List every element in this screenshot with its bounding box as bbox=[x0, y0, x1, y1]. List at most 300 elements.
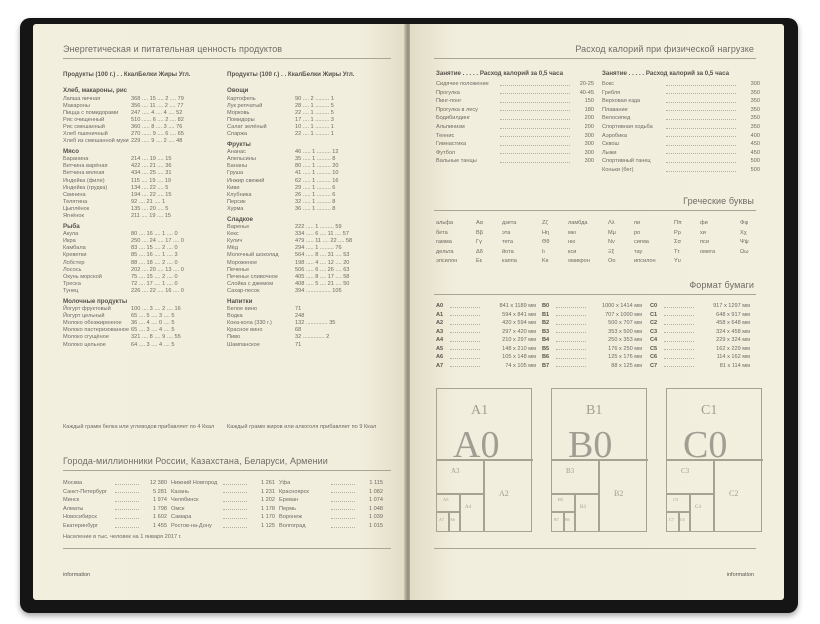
leader-dots bbox=[331, 527, 355, 528]
food-values: 422 .... 21 .... 36 bbox=[131, 163, 172, 170]
leader-dots bbox=[500, 85, 570, 86]
bottom-rule bbox=[63, 548, 391, 549]
food-row bbox=[227, 199, 387, 206]
leader-dots bbox=[500, 128, 570, 129]
food-header-col1: Продукты (100 г.) . . КкалБелки Жиры Угл. bbox=[63, 71, 191, 78]
paper-format: A6 bbox=[436, 354, 444, 360]
paper-frame bbox=[436, 388, 532, 532]
food-name: Молоко цельное bbox=[63, 341, 106, 348]
leader-dots bbox=[331, 492, 355, 493]
food-row bbox=[63, 163, 223, 170]
food-values: 434 .... 25 .... 31 bbox=[131, 170, 172, 177]
leader-dots bbox=[500, 93, 570, 94]
activity-calories: 300 bbox=[584, 158, 594, 165]
food-name: Камбала bbox=[63, 245, 86, 252]
city-name: Новосибирск bbox=[63, 514, 97, 521]
food-name: Ветчина вялеая bbox=[63, 170, 105, 177]
paper-row bbox=[436, 312, 536, 319]
paper-row bbox=[650, 320, 750, 327]
food-name: Рис смешанный bbox=[63, 123, 105, 130]
greek-letter: Ωω bbox=[740, 248, 749, 255]
food-values: 270 ...... 9 .... 6 .... 65 bbox=[131, 130, 184, 137]
leader-dots bbox=[500, 136, 570, 137]
left-footer: information bbox=[63, 572, 91, 578]
food-values: 214 .... 19 .... 15 bbox=[131, 156, 172, 163]
food-values: 80 .... 16 .... 1 .... 0 bbox=[131, 231, 178, 238]
paper-size: 500 x 707 мм bbox=[608, 320, 642, 326]
activity-name: Сквош bbox=[602, 141, 619, 148]
greek-letter: Αα bbox=[476, 220, 483, 226]
activity-row bbox=[602, 90, 760, 97]
activity-calories: 350 bbox=[750, 98, 760, 105]
paper-format: A4 bbox=[436, 337, 444, 343]
activity-calories: 300 bbox=[584, 132, 594, 139]
city-row bbox=[279, 506, 383, 513]
city-population: 1 048 bbox=[369, 505, 383, 512]
food-values: 408 ..... 5 .... 21 .... 50 bbox=[295, 280, 350, 287]
activity-row bbox=[602, 124, 760, 131]
greek-name: альфа bbox=[436, 220, 454, 226]
paper-size: 648 x 917 мм bbox=[716, 311, 750, 318]
paper-title: Формат бумаги bbox=[689, 280, 754, 290]
paper-size: 210 x 297 мм bbox=[502, 337, 536, 343]
food-name: Бананы bbox=[227, 163, 248, 170]
activity-name: Коньки (бег) bbox=[602, 167, 634, 173]
activity-calories: 350 bbox=[750, 89, 760, 96]
activity-calories: 400 bbox=[750, 132, 760, 139]
food-name: Лук репчатый bbox=[227, 102, 263, 109]
paper-size: 353 x 500 мм bbox=[608, 328, 642, 335]
paper-size: 707 x 1000 мм bbox=[605, 311, 642, 318]
food-name: Йогурт цельный bbox=[63, 313, 105, 320]
activity-name: Футбол bbox=[436, 149, 456, 156]
food-row bbox=[227, 110, 387, 117]
food-name: Хлеб пшеничный bbox=[63, 130, 108, 137]
leader-dots bbox=[664, 324, 694, 325]
leader-dots bbox=[115, 501, 139, 502]
greek-letter: Νν bbox=[608, 239, 615, 246]
leader-dots bbox=[450, 324, 480, 325]
leader-dots bbox=[115, 492, 139, 493]
city-row bbox=[279, 497, 383, 504]
activity-calories: 20-25 bbox=[579, 81, 594, 87]
leader-dots bbox=[115, 484, 139, 485]
activity-calories: 300 bbox=[584, 141, 594, 148]
greek-letter: Ππ bbox=[674, 220, 682, 226]
food-row bbox=[227, 224, 387, 231]
food-name: Молоко сгущёное bbox=[63, 334, 109, 341]
leader-dots bbox=[450, 315, 480, 316]
food-name: Пиво bbox=[227, 334, 241, 341]
label-seven: B7 bbox=[554, 517, 559, 522]
eighth-frame bbox=[437, 493, 485, 495]
food-name: Тунец bbox=[63, 287, 79, 294]
leader-dots bbox=[556, 341, 586, 342]
label-five: A5 bbox=[443, 497, 449, 502]
food-row bbox=[63, 260, 223, 267]
paper-row bbox=[650, 346, 750, 353]
food-values: 46 ..... 1 ......... 12 bbox=[295, 149, 339, 156]
paper-row bbox=[542, 320, 642, 327]
activity-row bbox=[436, 107, 594, 114]
food-name: Хлеб из смешанной муки bbox=[63, 137, 129, 144]
paper-row bbox=[436, 354, 536, 361]
activity-calories: 450 bbox=[750, 149, 760, 156]
food-name: Груша bbox=[227, 170, 244, 177]
activity-row bbox=[602, 81, 760, 88]
paper-size: 250 x 353 мм bbox=[608, 337, 642, 343]
food-name: Мороженое bbox=[227, 259, 258, 266]
leader-dots bbox=[556, 307, 586, 308]
greek-name: ро bbox=[634, 229, 641, 236]
activity-name: Велосипед bbox=[602, 115, 631, 122]
paper-size: 105 x 148 мм bbox=[502, 354, 536, 360]
activity-row bbox=[436, 98, 594, 105]
leader-dots bbox=[331, 518, 355, 519]
food-section: Сладкое bbox=[227, 215, 254, 223]
greek-letter: Ιι bbox=[542, 248, 545, 255]
food-values: 198 ..... 4 .... 12 .... 20 bbox=[295, 259, 350, 266]
cities-rule bbox=[63, 470, 391, 471]
food-values: 321 .... 8 .... 9 .... 55 bbox=[131, 334, 181, 341]
paper-size: 125 x 176 мм bbox=[608, 354, 642, 360]
activity-header-col1: Занятие . . . . . Расход калорий за 0,5 часа bbox=[436, 70, 564, 77]
leader-dots bbox=[556, 366, 586, 367]
food-values: 226 .... 22 .... 16 .... 0 bbox=[131, 287, 184, 294]
activity-name: Бокс bbox=[602, 81, 615, 87]
activity-row bbox=[602, 158, 760, 165]
activity-calories: 40-45 bbox=[579, 89, 594, 96]
city-name: Ереван bbox=[279, 497, 299, 504]
paper-row bbox=[650, 363, 750, 370]
leader-dots bbox=[223, 518, 247, 519]
food-row bbox=[63, 110, 223, 117]
leader-dots bbox=[115, 518, 139, 519]
activity-row bbox=[436, 90, 594, 97]
food-name: Телятина bbox=[63, 198, 88, 205]
food-values: 92 .... 21 .... 1 bbox=[131, 198, 166, 205]
paper-row bbox=[542, 363, 642, 370]
food-name: Кулич bbox=[227, 238, 243, 245]
food-values: 510 ...... 6 .... 2 .... 82 bbox=[131, 116, 184, 123]
paper-size: 114 x 162 мм bbox=[716, 354, 750, 360]
food-name: Ветчина варёная bbox=[63, 163, 108, 170]
leader-dots bbox=[666, 162, 736, 163]
label-two: B2 bbox=[614, 489, 624, 498]
food-values: 211 .... 19 .... 15 bbox=[131, 212, 172, 219]
paper-row bbox=[650, 303, 750, 310]
food-name: Хурма bbox=[227, 205, 244, 212]
city-population: 1 178 bbox=[261, 505, 275, 512]
leader-dots bbox=[450, 358, 480, 359]
food-name: Пицца с помидорами bbox=[63, 109, 119, 116]
city-population: 1 039 bbox=[369, 514, 383, 521]
leader-dots bbox=[450, 332, 480, 333]
food-name: Йогурт фруктовый bbox=[63, 306, 111, 313]
greek-name: ламбда bbox=[568, 220, 588, 226]
paper-format: A7 bbox=[436, 362, 444, 369]
food-values: 36 ..... 1 ......... 8 bbox=[295, 205, 336, 212]
activity-name: Аэробика bbox=[602, 132, 627, 139]
paper-row bbox=[650, 329, 750, 336]
greek-letter: Ξξ bbox=[608, 248, 615, 255]
paper-size: 917 x 1297 мм bbox=[713, 303, 750, 309]
paper-row bbox=[650, 354, 750, 361]
paper-format: C4 bbox=[650, 337, 658, 343]
greek-letter: Υυ bbox=[674, 258, 681, 265]
greek-name: сигма bbox=[634, 239, 649, 246]
activity-name: Плавание bbox=[602, 106, 628, 113]
food-section: Мясо bbox=[63, 147, 79, 155]
city-name: Воронеж bbox=[279, 514, 302, 521]
paper-size: 458 x 648 мм bbox=[716, 320, 750, 326]
label-six: A6 bbox=[450, 517, 455, 522]
greek-letter: Ηη bbox=[542, 229, 550, 236]
city-population: 1 261 bbox=[261, 480, 275, 486]
paper-format: C5 bbox=[650, 345, 658, 352]
paper-row bbox=[542, 354, 642, 361]
city-row bbox=[63, 514, 167, 521]
food-values: 10 .... 1 ......... 1 bbox=[295, 123, 334, 130]
paper-format: A3 bbox=[436, 328, 444, 335]
paper-rule bbox=[434, 294, 756, 295]
food-values: 65 .... 3 .... 4 .... 5 bbox=[131, 327, 175, 334]
food-row bbox=[63, 178, 223, 185]
greek-title: Греческие буквы bbox=[683, 196, 754, 206]
right-page-title: Расход калорий при физической нагрузке bbox=[575, 44, 754, 54]
food-row bbox=[227, 238, 387, 245]
title-rule bbox=[63, 58, 391, 59]
food-name: Киви bbox=[227, 184, 240, 191]
greek-name: гамма bbox=[436, 239, 452, 246]
food-row bbox=[63, 206, 223, 213]
greek-letter: Οο bbox=[608, 258, 616, 265]
paper-row bbox=[436, 303, 536, 310]
food-values: 229 ..... 9 .... 2 .... 48 bbox=[131, 137, 183, 144]
food-values: 29 ..... 1 ......... 6 bbox=[295, 184, 336, 191]
activity-name: Бодибилдинг bbox=[436, 115, 471, 122]
city-name: Красноярск bbox=[279, 488, 309, 495]
label-two: C2 bbox=[729, 489, 739, 498]
paper-row bbox=[436, 363, 536, 370]
greek-letter: Μμ bbox=[608, 229, 616, 236]
paper-format: B4 bbox=[542, 337, 550, 343]
activity-row bbox=[602, 150, 760, 157]
leader-dots bbox=[331, 484, 355, 485]
activity-row bbox=[602, 141, 760, 148]
food-values: 479 ..... 11 .... 22 .... 58 bbox=[295, 238, 353, 245]
paper-size: 420 x 594 мм bbox=[502, 320, 536, 326]
leader-dots bbox=[500, 119, 570, 120]
activity-row bbox=[436, 141, 594, 148]
food-name: Креветки bbox=[63, 252, 87, 259]
greek-name: йота bbox=[502, 248, 514, 255]
food-row bbox=[227, 185, 387, 192]
greek-letter: Γγ bbox=[476, 239, 482, 246]
food-values: 194 .... 22 .... 15 bbox=[131, 191, 172, 198]
food-row bbox=[63, 192, 223, 199]
label-four: C4 bbox=[695, 505, 701, 510]
activity-name: Спортивная ходьба bbox=[602, 124, 653, 130]
food-name: Морковь bbox=[227, 109, 250, 116]
paper-format: B7 bbox=[542, 362, 550, 369]
label-five: B5 bbox=[558, 497, 564, 502]
label-big: B0 bbox=[568, 424, 613, 466]
food-name: Индейка (грудка) bbox=[63, 184, 108, 191]
paper-size: 148 x 210 мм bbox=[502, 345, 536, 352]
label-six: C6 bbox=[680, 517, 685, 522]
label-six: B6 bbox=[565, 517, 570, 522]
city-name: Уфа bbox=[279, 480, 291, 486]
food-name: Клубника bbox=[227, 191, 252, 198]
greek-rule bbox=[434, 210, 756, 211]
food-row bbox=[63, 245, 223, 252]
activity-name: Верховая езда bbox=[602, 98, 641, 105]
city-population: 1 082 bbox=[369, 488, 383, 495]
food-row bbox=[63, 138, 223, 145]
food-name: Красное вино bbox=[227, 327, 263, 334]
food-values: 75 .... 15 .... 2 .... 0 bbox=[131, 273, 178, 280]
city-name: Москва bbox=[63, 480, 83, 486]
food-row bbox=[227, 163, 387, 170]
activity-row bbox=[436, 115, 594, 122]
greek-name: бета bbox=[436, 229, 448, 236]
greek-name: пи bbox=[634, 220, 641, 226]
city-population: 1 074 bbox=[369, 497, 383, 504]
city-population: 1 015 bbox=[369, 523, 383, 529]
city-name: Минск bbox=[63, 497, 80, 504]
food-row bbox=[63, 288, 223, 295]
leader-dots bbox=[666, 153, 736, 154]
food-name: Печенье bbox=[227, 266, 250, 273]
activity-calories: 200 bbox=[584, 115, 594, 122]
greek-name: хи bbox=[700, 229, 706, 236]
greek-name: эпсилон bbox=[436, 258, 458, 265]
greek-name: тета bbox=[502, 239, 514, 246]
bottom-rule bbox=[434, 548, 756, 549]
label-big: A0 bbox=[453, 424, 500, 466]
food-values: 334 ..... 6 .... 11 .... 57 bbox=[295, 231, 350, 238]
food-name: Сахар-песок bbox=[227, 287, 260, 294]
leader-dots bbox=[666, 102, 736, 103]
paper-size: 162 x 229 мм bbox=[716, 345, 750, 352]
food-values: 85 .... 16 .... 1 .... 3 bbox=[131, 252, 178, 259]
activity-calories: 450 bbox=[750, 141, 760, 148]
food-name: Икра bbox=[63, 238, 76, 245]
paper-row bbox=[650, 337, 750, 344]
activity-row bbox=[602, 115, 760, 122]
greek-name: дзета bbox=[502, 220, 517, 226]
left-page bbox=[33, 24, 406, 600]
leader-dots bbox=[500, 162, 570, 163]
food-name: Индейка (филе) bbox=[63, 177, 105, 184]
city-name: Алматы bbox=[63, 505, 84, 512]
label-four: B4 bbox=[580, 505, 586, 510]
leader-dots bbox=[556, 324, 586, 325]
leader-dots bbox=[666, 85, 736, 86]
food-name: Свинина bbox=[63, 191, 86, 198]
city-population: 1 455 bbox=[153, 523, 167, 529]
food-name: Баранина bbox=[63, 156, 89, 163]
label-seven: C7 bbox=[669, 517, 674, 522]
leader-dots bbox=[450, 366, 480, 367]
food-name: Картофель bbox=[227, 95, 256, 102]
food-values: 247 ..... 4 .... 4 .... 52 bbox=[131, 109, 183, 116]
paper-format: B5 bbox=[542, 345, 550, 352]
greek-letter: Φφ bbox=[740, 220, 749, 226]
label-five: C5 bbox=[673, 497, 679, 502]
activity-row bbox=[602, 107, 760, 114]
food-row bbox=[63, 170, 223, 177]
city-row bbox=[171, 523, 275, 530]
food-row bbox=[227, 149, 387, 156]
leader-dots bbox=[556, 315, 586, 316]
activity-calories: 200 bbox=[584, 124, 594, 130]
city-name: Екатеринбург bbox=[63, 523, 99, 529]
leader-dots bbox=[666, 110, 736, 111]
greek-name: фи bbox=[700, 220, 708, 226]
food-row bbox=[63, 342, 223, 349]
city-name: Пермь bbox=[279, 505, 297, 512]
paper-row bbox=[542, 303, 642, 310]
food-values: 248 bbox=[295, 313, 305, 320]
food-values: 80 ..... 1 ......... 20 bbox=[295, 163, 339, 170]
food-row bbox=[227, 96, 387, 103]
city-name: Казань bbox=[171, 488, 189, 495]
food-row bbox=[63, 117, 223, 124]
leader-dots bbox=[500, 145, 570, 146]
food-values: 100 .... 3 .... 2 .... 16 bbox=[131, 306, 181, 313]
food-name: Кока-кола (330 г.) bbox=[227, 320, 272, 327]
greek-letter: Λλ bbox=[608, 220, 615, 226]
food-values: 17 .... 1 ......... 3 bbox=[295, 116, 334, 123]
city-row bbox=[279, 514, 383, 521]
food-values: 506 ..... 6 .... 26 .... 63 bbox=[295, 266, 350, 273]
food-row bbox=[63, 103, 223, 110]
greek-name: кси bbox=[568, 248, 577, 255]
food-name: Ананас bbox=[227, 149, 246, 156]
food-values: 90 .... 2 ......... 1 bbox=[295, 95, 334, 102]
food-name: Молоко пастеризованное bbox=[63, 327, 130, 334]
food-row bbox=[227, 342, 387, 349]
paper-format: A2 bbox=[436, 320, 444, 326]
greek-letter: Σσ bbox=[674, 239, 681, 246]
activity-name: Гребля bbox=[602, 89, 621, 96]
quarter-frame bbox=[598, 459, 600, 531]
paper-size: 324 x 458 мм bbox=[716, 328, 750, 335]
food-values: 250 .... 24 .... 17 .... 0 bbox=[131, 238, 184, 245]
food-row bbox=[63, 281, 223, 288]
paper-format: C3 bbox=[650, 328, 658, 335]
food-row bbox=[63, 156, 223, 163]
food-section: Овощи bbox=[227, 87, 249, 94]
activity-row bbox=[436, 124, 594, 131]
food-row bbox=[227, 306, 387, 313]
food-row bbox=[63, 213, 223, 220]
food-name: Лосось bbox=[63, 266, 82, 273]
paper-row bbox=[542, 329, 642, 336]
city-name: Нижний Новгород bbox=[171, 480, 218, 486]
food-name: Мёд bbox=[227, 245, 239, 252]
food-row bbox=[227, 178, 387, 185]
greek-name: омикрон bbox=[568, 258, 590, 265]
city-row bbox=[171, 480, 275, 487]
food-values: 360 ..... 8 .... 3 .... 76 bbox=[131, 123, 183, 130]
leader-dots bbox=[500, 102, 570, 103]
paper-row bbox=[436, 320, 536, 327]
activity-calories: 500 bbox=[750, 158, 760, 165]
paper-size: 81 x 114 мм bbox=[719, 362, 750, 369]
